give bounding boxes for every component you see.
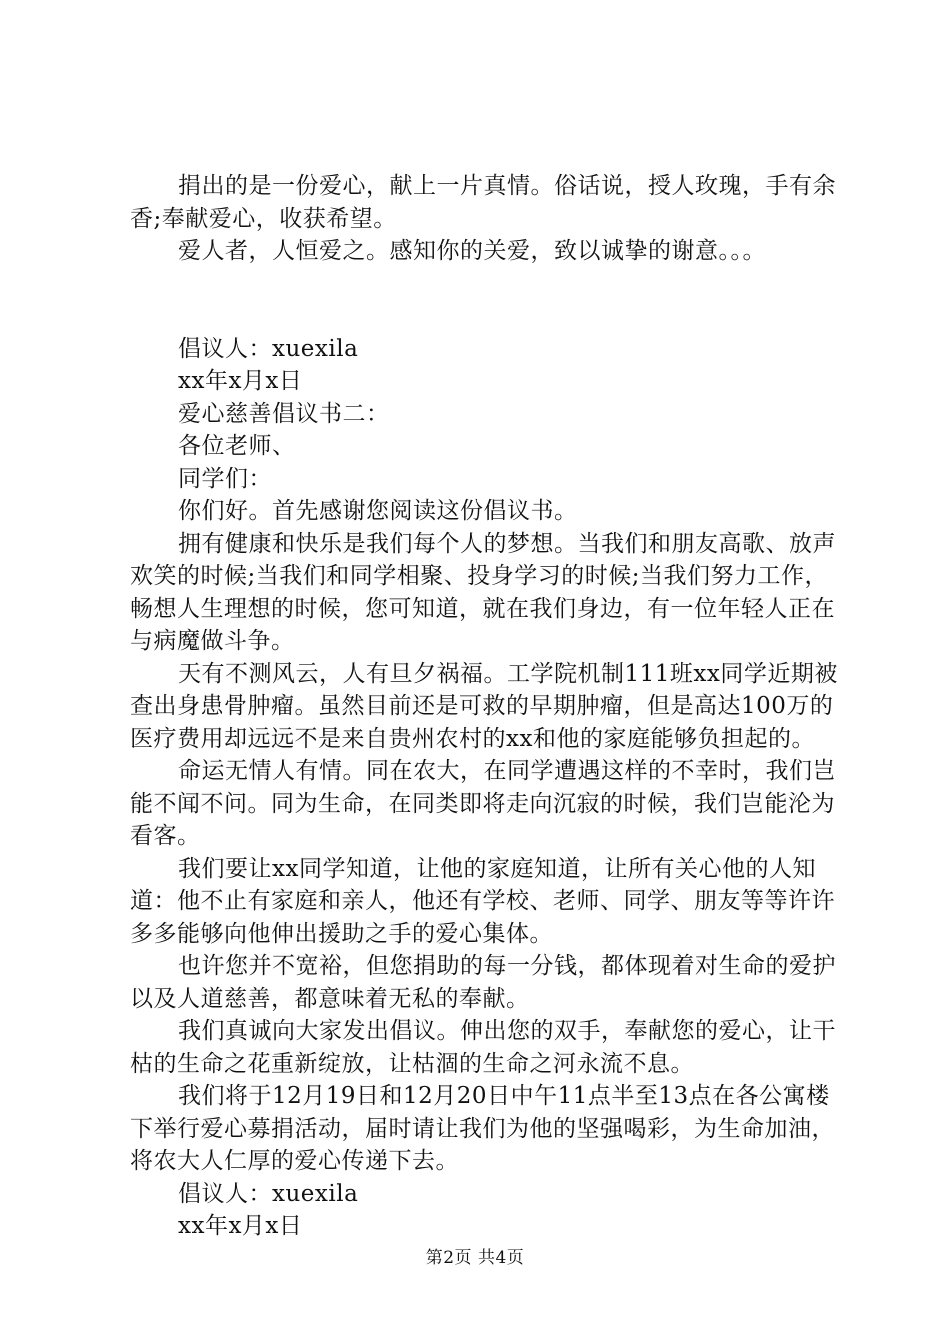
salutation-line: 各位老师、 [178, 433, 296, 459]
paragraph: 天有不测风云，人有旦夕祸福。工学院机制111班xx同学近期被查出身患骨肿瘤。虽然目前还是可救的早期肿瘤，但是高达100万的医疗费用却远远不是来自贵州农村的xx和他的家庭能够负担起的。 [130, 660, 838, 752]
paragraph: 也许您并不宽裕，但您捐助的每一分钱，都体现着对生命的爱护以及人道慈善，都意味着无私的奉献。 [130, 953, 836, 1012]
paragraph: 拥有健康和快乐是我们每个人的梦想。当我们和朋友高歌、放声欢笑的时候;当我们和同学相聚、投身学习的时候;当我们努力工作，畅想人生理想的时候，您可知道，就在我们身边，有一位年轻人正在与病魔做斗争。 [130, 530, 836, 654]
greeting-line: 你们好。首先感谢您阅读这份倡议书。 [178, 498, 578, 524]
page-number-footer: 第2页 共4页 [425, 1248, 525, 1268]
initiator-line: 倡议人：xuexila [178, 1180, 359, 1207]
date-line: xx年x月x日 [178, 1213, 303, 1239]
initiator-line: 倡议人：xuexila [178, 335, 359, 362]
paragraph: 捐出的是一份爱心，献上一片真情。俗话说，授人玫瑰，手有余香;奉献爱心，收获希望。 [130, 173, 836, 232]
paragraph: 我们真诚向大家发出倡议。伸出您的双手，奉献您的爱心，让干枯的生命之花重新绽放，让枯涸的生命之河永流不息。 [130, 1018, 836, 1077]
salutation-line: 同学们： [178, 465, 272, 492]
paragraph: 爱人者，人恒爱之。感知你的关爱，致以诚挚的谢意。。。 [178, 238, 766, 264]
blank-gap [130, 268, 850, 333]
paragraph: 命运无情人有情。同在农大，在同学遭遇这样的不幸时，我们岂能不闻不问。同为生命，在同类即将走向沉寂的时候，我们岂能沦为看客。 [130, 758, 836, 849]
date-line: xx年x月x日 [178, 368, 303, 394]
paragraph: 我们将于12月19日和12月20日中午11点半至13点在各公寓楼下举行爱心募捐活动，届时请让我们为他的坚强喝彩，为生命加油，将农大人仁厚的爱心传递下去。 [130, 1083, 835, 1174]
document-body [130, 170, 850, 1243]
section-title: 爱心慈善倡议书二： [178, 400, 390, 427]
paragraph: 我们要让xx同学知道，让他的家庭知道，让所有关心他的人知道：他不止有家庭和亲人，他还有学校、老师、同学、朋友等等许许多多能够向他伸出援助之手的爱心集体。 [130, 855, 835, 947]
